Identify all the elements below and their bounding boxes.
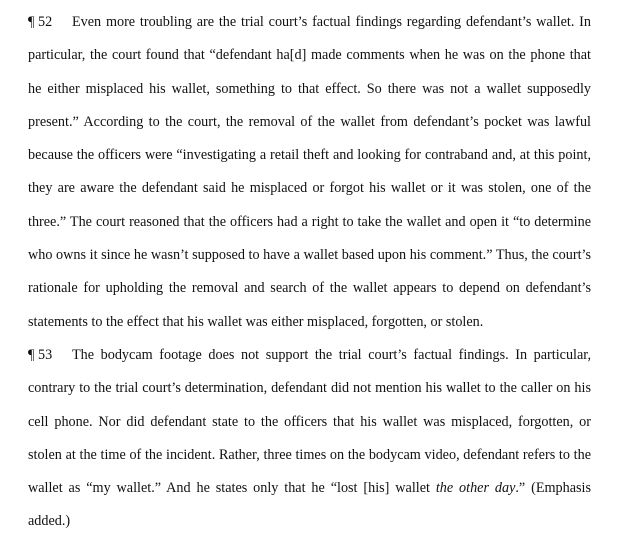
paragraph-text-end: .” (Emphasis added.): [28, 480, 591, 530]
emphasized-text: the other day: [435, 480, 516, 497]
paragraph-number: ¶ 52: [28, 14, 53, 30]
paragraph-52: [28, 6, 591, 339]
paragraph-number: ¶ 53: [28, 346, 53, 363]
paragraph-text: Even more troubling are the trial court’s factual findings regarding defendant’s wallet. In particular, the court found that “defendant ha[d] made comments when he was on the phone that he either misplaced his wallet, something to that effect. So there was not a wallet supposedly present.” According to the court, the removal of the wallet from defendant’s pocket was lawful because the officers were “investigating a retail theft and looking for contraband and, at this point, they are aware the defendant said he misplaced or forgot his wallet or it was stolen, one of the three.” The court reasoned that the officers had a right to take the wallet and open it “to determine who owns it since he wasn’t supposed to have a wallet based upon his comment.” Thus, the court’s rationale for upholding the removal and search of the wallet appears to depend on defendant’s statements to the effect that his wallet was either misplaced, forgotten, or stolen.: [28, 14, 591, 330]
paragraph-text: The bodycam footage does not support the trial court’s factual findings. In particular, contrary to the trial court’s determination, defendant did not mention his wallet to the caller on his cell phone. Nor did defendant state to the officers that his wallet was misplaced, forgotten, or stolen at the time of the incident. Rather, three times on the bodycam video, defendant refers to the wallet as “my wallet.” And he states only that he “lost [his] wallet: [28, 346, 591, 497]
document-page: [28, 6, 591, 539]
paragraph-53: [28, 339, 591, 539]
